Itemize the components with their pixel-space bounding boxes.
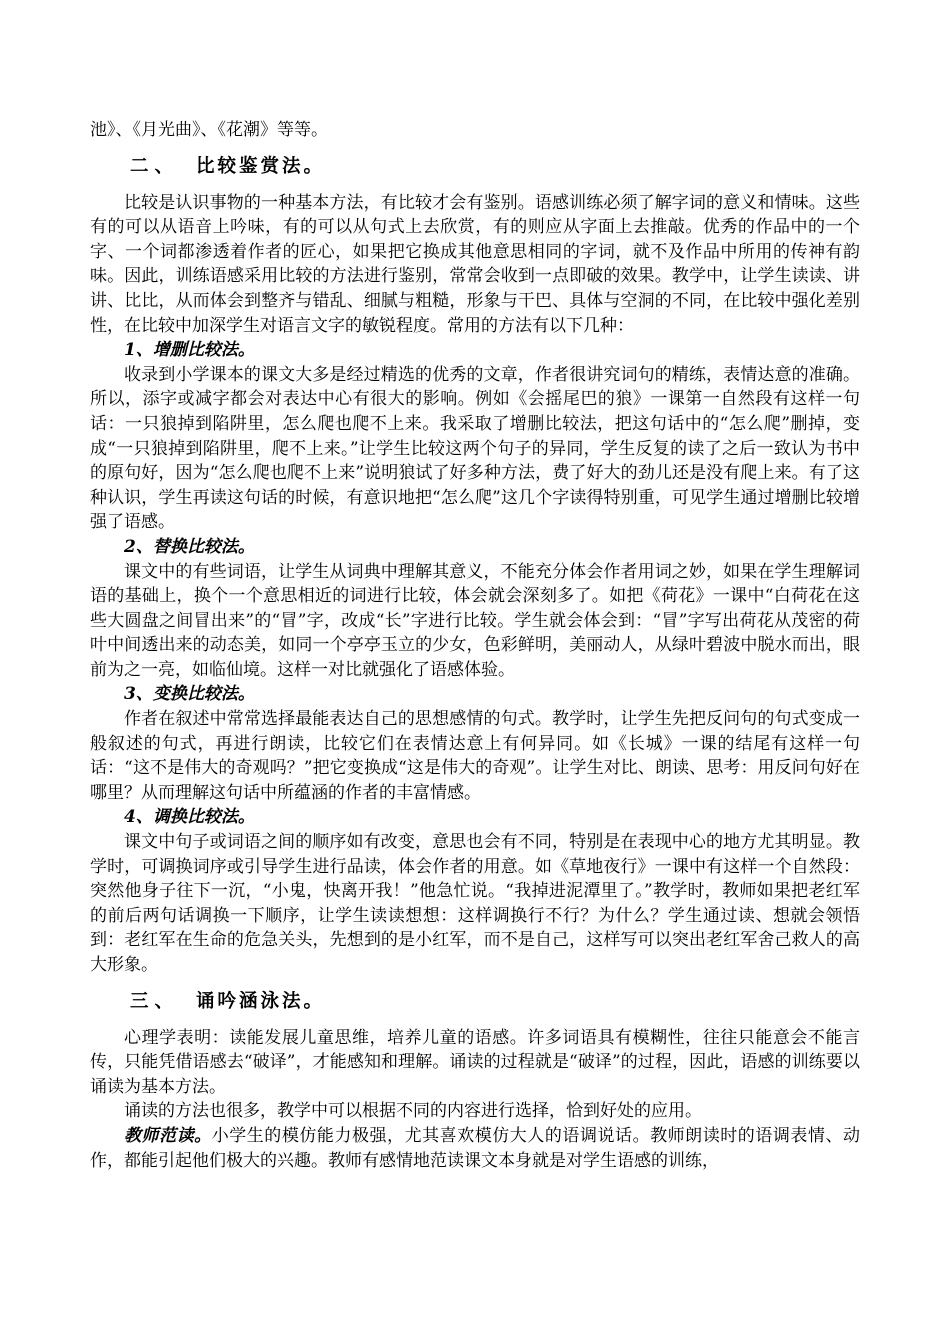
document-body [90,118,860,1173]
teacher-reading-lead: 教师范读。 [124,1125,212,1146]
method-1-heading: 1、增删比较法。 [124,340,255,361]
method-4-heading: 4、调换比较法。 [124,807,255,828]
teacher-reading-paragraph [90,1124,860,1173]
section-3-paragraph-2: 诵读的方法也很多，教学中可以根据不同的内容进行选择，恰到好处的应用。 [124,1101,702,1122]
spacer [90,1014,860,1026]
section-3-number: 三、 [130,990,180,1012]
section-3-paragraph-1: 心理学表明：读能发展儿童思维，培养儿童的语感。许多词语具有模糊性，往往只能意会不能言传，只能凭借语感去“破译”，才能感知和理解。诵读的过程就是“破译”的过程，因此，语感的训练要以诵读为基本方法。 [90,1027,860,1097]
spacer [90,978,860,990]
spacer [90,179,860,191]
section-3-heading [130,990,860,1014]
intro-tail-paragraph: 池》、《月光曲》、《花潮》等等。 [90,120,328,140]
section-2-intro-paragraph: 比较是认识事物的一种基本方法，有比较才会有鉴别。语感训练必须了解字词的意义和情味。这些有的可以从语音上吟味，有的可以从句式上去欣赏，有的则应从字面上去推敲。优秀的作品中的一个字、一个词都渗透着作者的匠心，如果把它换成其他意思相同的字词，就不及作品中所用的传神有韵味。因此，训练语感采用比较的方法进行鉴别，常常会收到一点即破的效果。教学中，让学生读读、讲讲、比比，从而体会到整齐与错乱、细腻与粗糙，形象与干巴、具体与空洞的不同，在比较中强化差别性，在比较中加深学生对语言文字的敏锐程度。常用的方法有以下几种： [90,192,860,336]
teacher-reading-body: 小学生的模仿能力极强，尤其喜欢模仿大人的语调说话。教师朗读时的语调表情、动作，都能引起他们极大的兴趣。教师有感情地范读课文本身就是对学生语感的训练， [90,1125,861,1171]
method-3-heading: 3、变换比较法。 [124,684,255,705]
method-4-paragraph: 课文中句子或词语之间的顺序如有改变，意思也会有不同，特别是在表现中心的地方尤其明显。教学时，可调换词序或引导学生进行品读，体会作者的用意。如《草地夜行》一课中有这样一个自然段：突然他身子往下一沉，“小鬼，快离开我！”他急忙说。“我掉进泥潭里了。”教学时，教师如果把老红军的前后两句话调换一下顺序，让学生读读想想：这样调换行不行？为什么？学生通过读、想就会领悟到：老红军在生命的危急关头，先想到的是小红军，而不是自己，这样写可以突出老红军舍己救人的高大形象。 [90,832,860,975]
method-2-paragraph: 课文中的有些词语，让学生从词典中理解其意义，不能充分体会作者用词之妙，如果在学生理解词语的基础上，换个一个意思相近的词进行比较，体会就会深刻多了。如把《荷花》一课中“白荷花在这些大圆盘之间冒出来”的“冒”字，改成“长”字进行比较。学生就会体会到：“冒”字写出荷花从茂密的荷叶中间透出来的动态美，如同一个亭亭玉立的少女，色彩鲜明，美丽动人，从绿叶碧波中脱水而出，眼前为之一亮，如临仙境。这样一对比就强化了语感体验。 [90,561,860,680]
section-2-heading [130,155,860,179]
section-2-title: 比较鉴赏法。 [196,155,326,177]
section-3-title: 诵吟涵泳法。 [196,990,326,1012]
method-3-paragraph: 作者在叙述中常常选择最能表达自己的思想感情的句式。教学时，让学生先把反问句的句式变成一般叙述的句式，再进行朗读，比较它们在表情达意上有何异同。如《长城》一课的结尾有这样一句话：“这不是伟大的奇观吗？”把它变换成“这是伟大的奇观”。让学生对比、朗读、思考：用反问句好在哪里？从而理解这句话中所蕴涵的作者的丰富情感。 [90,709,860,803]
method-1-paragraph: 收录到小学课本的课文大多是经过精选的优秀的文章，作者很讲究词句的精练，表情达意的准确。所以，添字或减字都会对表达中心有很大的影响。例如《会摇尾巴的狼》一课第一自然段有这样一句话：一只狼掉到陷阱里，怎么爬也爬不上来。我采取了增删比较法，把这句话中的“怎么爬”删掉，变成“一只狼掉到陷阱里，爬不上来。”让学生比较这两个句子的异同，学生反复的读了之后一致认为书中的原句好，因为“怎么爬也爬不上来”说明狼试了好多种方法，费了好大的劲儿还是没有爬上来。有了这种认识，学生再读这句话的时候，有意识地把“怎么爬”这几个字读得特别重，可见学生通过增删比较增强了语感。 [90,364,860,533]
spacer [90,143,860,155]
method-2-heading: 2、替换比较法。 [124,536,255,557]
section-2-number: 二、 [130,155,180,177]
